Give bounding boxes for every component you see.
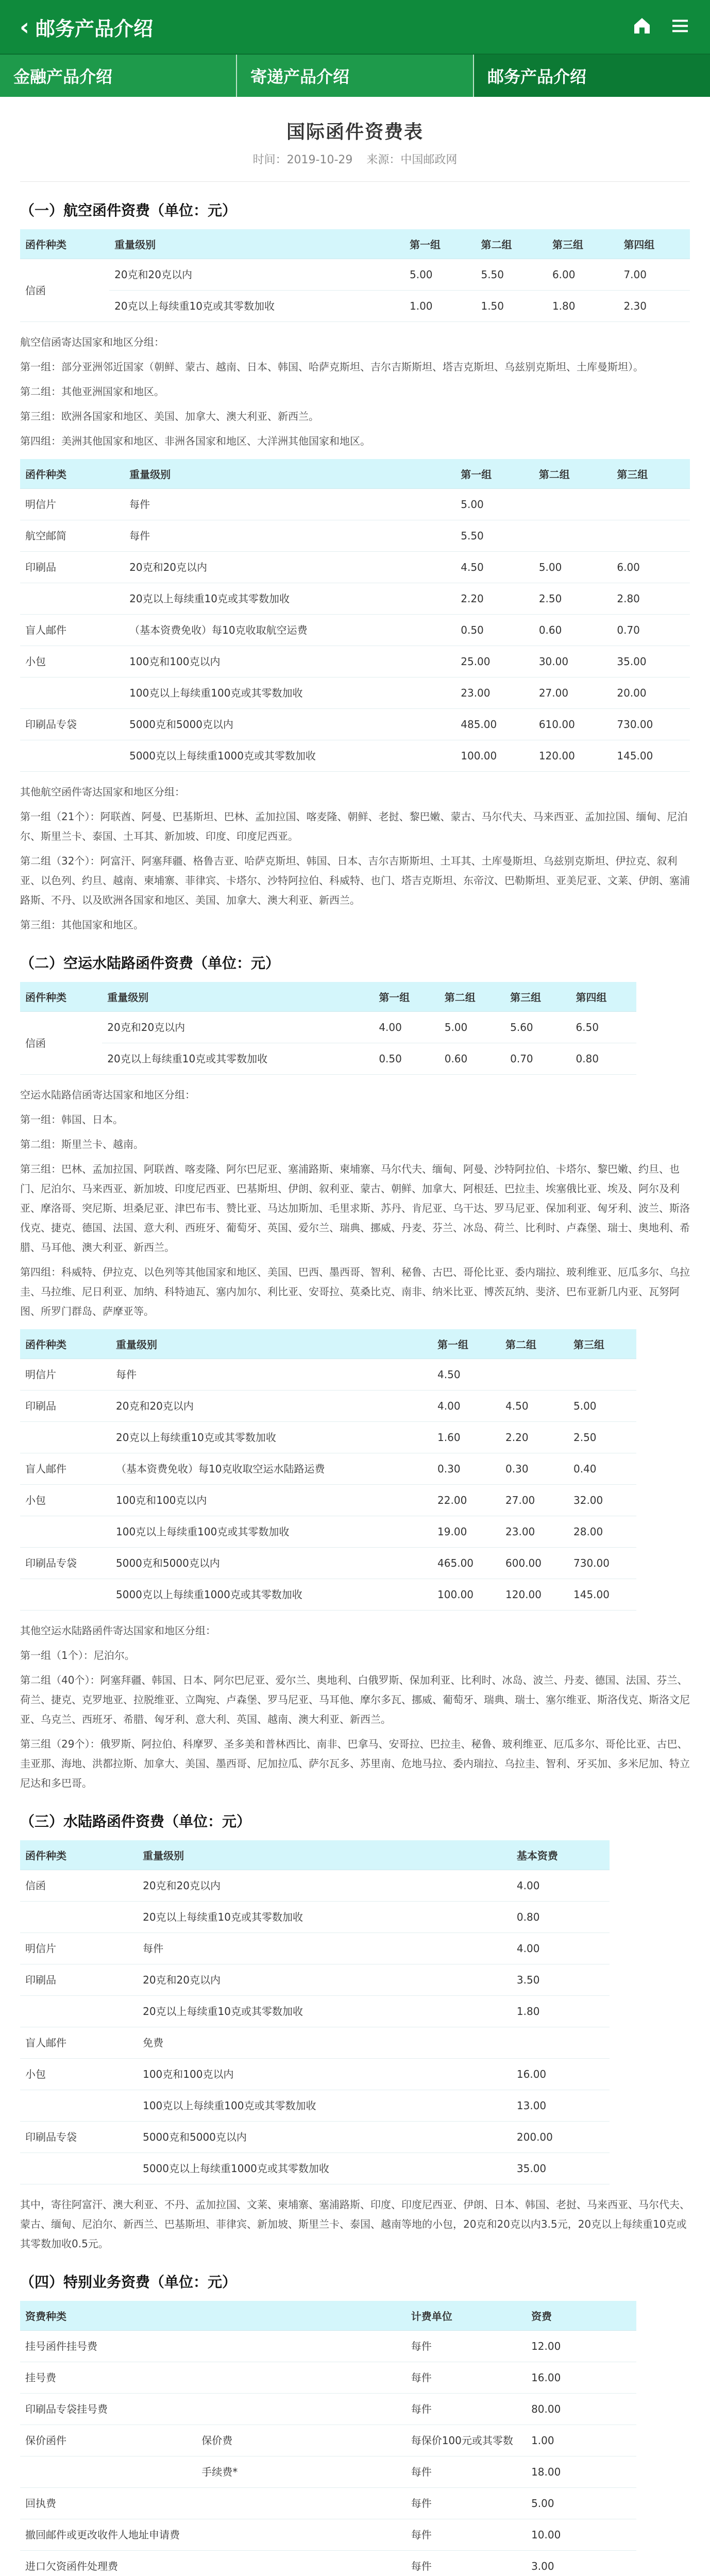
table-cell: 5.00 [439, 1012, 505, 1043]
table-row [20, 583, 690, 615]
table-cell: 印刷品 [20, 1964, 138, 1996]
table-cell: 35.00 [512, 2153, 610, 2184]
tab-postal-products[interactable]: 邮务产品介绍 [474, 55, 710, 97]
table-cell: 2.80 [612, 583, 690, 615]
table-cell [20, 583, 124, 615]
table-row [20, 2027, 610, 2059]
column-header: 第二组 [500, 1329, 568, 1359]
table-cell: 730.00 [612, 709, 690, 740]
table-cell: 32.00 [568, 1485, 636, 1516]
table-row [20, 2362, 636, 2394]
column-header: 第一组 [432, 1329, 500, 1359]
table-cell: 0.40 [568, 1453, 636, 1485]
table-row [20, 1870, 610, 1902]
note: 第二组（32个）：阿富汗、阿塞拜疆、格鲁吉亚、哈萨克斯坦、韩国、日本、吉尔吉斯斯坦、土耳其、土库曼斯坦、乌兹别克斯坦、伊拉克、叙利亚、以色列、约旦、越南、柬埔寨、菲律宾、卡塔尔、沙特阿拉伯、科威特、也门、塔吉克斯坦、东帝汶、巴勒斯坦、亚美尼亚、文莱、伊朗、塞浦路斯、不丹、以及欧洲各国家和地区、美国、加拿大、澳大利亚、新西兰。 [20, 855, 690, 906]
table-cell [20, 2456, 196, 2488]
table-cell: 1.50 [476, 291, 547, 322]
table-cell: 16.00 [526, 2362, 636, 2394]
table-cell [534, 489, 612, 520]
table-cell: 每件 [406, 2551, 526, 2576]
column-header: 资费种类 [20, 2301, 196, 2331]
table-cell: 0.50 [374, 1043, 439, 1075]
table-cell: 5.50 [476, 259, 547, 291]
table-cell: 3.50 [512, 1964, 610, 1996]
table-cell [512, 2027, 610, 2059]
table-cell: 5000克和5000克以内 [124, 709, 455, 740]
table-cell: 挂号函件挂号费 [20, 2331, 196, 2362]
table-cell: 进口欠资函件处理费 [20, 2551, 196, 2576]
table-cell: 印刷品专袋 [20, 1548, 111, 1579]
table-cell [20, 2090, 138, 2122]
section-heading-surface: （三）水陆路函件资费（单位：元） [20, 1813, 251, 1830]
table-cell: 1.80 [547, 291, 618, 322]
table-cell: 5.50 [455, 520, 534, 552]
column-header: 重量级别 [111, 1329, 432, 1359]
table-cell: 12.00 [526, 2331, 636, 2362]
table-cell: 2.50 [534, 583, 612, 615]
table-row [20, 1964, 610, 1996]
table-cell [196, 2331, 405, 2362]
table-cell [196, 2488, 405, 2519]
column-header: 第四组 [618, 229, 690, 259]
table-row [20, 2331, 636, 2362]
table-cell: 明信片 [20, 1359, 111, 1391]
table-cell: 30.00 [534, 646, 612, 677]
table-row [20, 2090, 610, 2122]
article [20, 117, 690, 2576]
table-cell: 明信片 [20, 1933, 138, 1964]
table-cell: 保价函件 [20, 2425, 196, 2456]
table-row [20, 2519, 636, 2551]
table-cell: 印刷品 [20, 1391, 111, 1422]
table-cell: 13.00 [512, 2090, 610, 2122]
table-cell: 4.00 [512, 1870, 610, 1902]
table-cell: 4.00 [512, 1933, 610, 1964]
table-cell: 7.00 [618, 259, 690, 291]
table-cell: 18.00 [526, 2456, 636, 2488]
column-header: 第三组 [505, 982, 570, 1012]
table-cell: 挂号费 [20, 2362, 196, 2394]
note: 第一组（1个）：尼泊尔。 [20, 1649, 135, 1662]
table-cell: 23.00 [455, 677, 534, 709]
table-cell: 0.60 [439, 1043, 505, 1075]
table-cell: 3.00 [526, 2551, 636, 2576]
column-header: 第一组 [455, 459, 534, 489]
table-cell: 0.80 [571, 1043, 636, 1075]
table-cell: 印刷品专袋 [20, 709, 124, 740]
table-cell: 485.00 [455, 709, 534, 740]
table-cell [20, 2153, 138, 2184]
table-row [20, 259, 690, 291]
column-header: 基本资费 [512, 1840, 610, 1870]
table-cell: 0.80 [512, 1902, 610, 1933]
table-cell: 信函 [20, 1870, 138, 1902]
table-cell: 10.00 [526, 2519, 636, 2551]
column-header: 计费单位 [406, 2301, 526, 2331]
table-cell: 撤回邮件或更改收件人地址申请费 [20, 2519, 196, 2551]
table-cell: 20.00 [612, 677, 690, 709]
table-cell: 100克和100克以内 [111, 1485, 432, 1516]
table-cell: 0.60 [534, 615, 612, 646]
table-header-row [20, 229, 690, 259]
table-header-row [20, 2301, 636, 2331]
table-row [20, 520, 690, 552]
table-row [20, 1422, 636, 1453]
table-cell: 小包 [20, 2059, 138, 2090]
table-cell: 1.00 [526, 2425, 636, 2456]
column-header: 第一组 [374, 982, 439, 1012]
table-cell: 4.00 [432, 1391, 500, 1422]
table-cell: 4.00 [374, 1012, 439, 1043]
table-cell: 每件 [111, 1359, 432, 1391]
table-cell: 730.00 [568, 1548, 636, 1579]
table-cell: 20克以上每续重10克或其零数加收 [138, 1996, 512, 2027]
table-cell: 27.00 [534, 677, 612, 709]
tab-finance-products[interactable]: 金融产品介绍 [0, 55, 237, 97]
table-cell: 6.00 [612, 552, 690, 583]
table-cell: 5000克以上每续重1000克或其零数加收 [124, 740, 455, 772]
table-cell: 1.00 [404, 291, 476, 322]
table-cell: 每件 [406, 2362, 526, 2394]
article-title: 国际函件资费表 [286, 122, 424, 143]
chevron-left-icon[interactable]: ‹ [20, 13, 29, 41]
table-cell: 4.50 [500, 1391, 568, 1422]
table-row [20, 2153, 610, 2184]
table-cell: 盲人邮件 [20, 1453, 111, 1485]
table-header-row [20, 459, 690, 489]
table-cell: 6.50 [571, 1012, 636, 1043]
note: 第一组（21个）：阿联酋、阿曼、巴基斯坦、巴林、孟加拉国、喀麦隆、朝鲜、老挝、黎巴嫩、蒙古、马尔代夫、马来西亚、孟加拉国、缅甸、尼泊尔、斯里兰卡、泰国、土耳其、新加坡、印度、印度尼西亚。 [20, 810, 688, 842]
table-cell: 5000克以上每续重1000克或其零数加收 [138, 2153, 512, 2184]
table-row [20, 646, 690, 677]
table-cell: 120.00 [534, 740, 612, 772]
column-header: 第二组 [534, 459, 612, 489]
note: 第四组：科威特、伊拉克、以色列等其他国家和地区、美国、巴西、墨西哥、智利、秘鲁、古巴、哥伦比亚、委内瑞拉、玻利维亚、厄瓜多尔、乌拉圭、马拉维、尼日利亚、加纳、科特迪瓦、塞内加尔、利比亚、安哥拉、莫桑比克、南非、纳米比亚、博茨瓦纳、斐济、巴布亚新几内亚、瓦努阿图、所罗门群岛、萨摩亚等。 [20, 1266, 690, 1317]
table-row [20, 2551, 636, 2576]
table-cell: 20克和20克以内 [102, 1012, 374, 1043]
table-cell: 20克以上每续重10克或其零数加收 [138, 1902, 512, 1933]
table-cell: 20克和20克以内 [124, 552, 455, 583]
table-cell: 每件 [124, 489, 455, 520]
table-row [20, 1516, 636, 1548]
note: 第一组：部分亚洲邻近国家（朝鲜、蒙古、越南、日本、韩国、哈萨克斯坦、吉尔吉斯斯坦、塔吉克斯坦、乌兹别克斯坦、土库曼斯坦）。 [20, 361, 644, 373]
table-cell: 20克和20克以内 [111, 1391, 432, 1422]
table-row [20, 1043, 636, 1075]
table-cell: 每件 [406, 2488, 526, 2519]
table-cell: 20克和20克以内 [138, 1870, 512, 1902]
surface-rate-table [20, 1840, 610, 2184]
note: 第三组：其他国家和地区。 [20, 919, 144, 931]
sal-other-rate-table [20, 1329, 636, 1611]
table-cell [20, 677, 124, 709]
table-cell: 2.20 [500, 1422, 568, 1453]
table-cell: 5000克和5000克以内 [111, 1548, 432, 1579]
table-cell: 100.00 [432, 1579, 500, 1611]
table-cell: 20克以上每续重10克或其零数加收 [102, 1043, 374, 1075]
table-cell: 回执费 [20, 2488, 196, 2519]
table-row [20, 1359, 636, 1391]
top-app-bar [0, 0, 710, 54]
note: 第三组：巴林、孟加拉国、阿联酋、喀麦隆、阿尔巴尼亚、塞浦路斯、柬埔寨、马尔代夫、缅甸、阿曼、沙特阿拉伯、卡塔尔、黎巴嫩、约旦、也门、尼泊尔、马来西亚、新加坡、印度尼西亚、巴基斯坦、伊朗、叙利亚、蒙古、朝鲜、加拿大、阿根廷、巴拉圭、埃塞俄比亚、埃及、阿尔及利亚、摩洛哥、突尼斯、坦桑尼亚、津巴布韦、赞比亚、马达加斯加、毛里求斯、苏丹、肯尼亚、乌干达、罗马尼亚、保加利亚、匈牙利、波兰、斯洛伐克、捷克、德国、法国、意大利、西班牙、葡萄牙、英国、爱尔兰、瑞典、挪威、丹麦、芬兰、冰岛、荷兰、比利时、卢森堡、瑞士、奥地利、希腊、马耳他、澳大利亚、新西兰。 [20, 1163, 690, 1253]
table-cell: 1.80 [512, 1996, 610, 2027]
table-cell: 每件 [406, 2456, 526, 2488]
table-cell: 5.00 [568, 1391, 636, 1422]
table-cell: 20克以上每续重10克或其零数加收 [109, 291, 404, 322]
column-header [196, 2301, 405, 2331]
table-row [20, 1933, 610, 1964]
table-cell: 20克以上每续重10克或其零数加收 [124, 583, 455, 615]
table-cell: 印刷品专袋 [20, 2122, 138, 2153]
table-cell [612, 489, 690, 520]
table-cell: 2.50 [568, 1422, 636, 1453]
table-cell: 免费 [138, 2027, 512, 2059]
table-row [20, 2059, 610, 2090]
table-cell: （基本资费免收）每10克收取航空运费 [124, 615, 455, 646]
table-cell: 每件 [124, 520, 455, 552]
table-cell [20, 740, 124, 772]
table-cell: 小包 [20, 646, 124, 677]
table-cell: 每件 [138, 1933, 512, 1964]
table-cell: 盲人邮件 [20, 2027, 138, 2059]
section-heading-air: （一）航空函件资费（单位：元） [20, 202, 237, 219]
note: 第四组：美洲其他国家和地区、非洲各国家和地区、大洋洲其他国家和地区。 [20, 435, 370, 447]
table-cell: 5.00 [404, 259, 476, 291]
table-cell: 手续费* [196, 2456, 405, 2488]
column-header: 重量级别 [138, 1840, 512, 1870]
table-cell: 每保价100元或其零数 [406, 2425, 526, 2456]
table-cell: 每件 [406, 2519, 526, 2551]
table-cell [20, 1422, 111, 1453]
table-row [20, 1548, 636, 1579]
column-header: 第三组 [547, 229, 618, 259]
table-row [20, 2122, 610, 2153]
table-cell: 6.00 [547, 259, 618, 291]
table-cell: 100克和100克以内 [124, 646, 455, 677]
table-row [20, 2456, 636, 2488]
note: 第二组：其他亚洲国家和地区。 [20, 385, 164, 398]
note: 空运水陆路信函寄达国家和地区分组： [20, 1089, 195, 1101]
table-row [20, 1902, 610, 1933]
sal-letter-rate-table [20, 982, 636, 1075]
table-cell: 5.60 [505, 1012, 570, 1043]
table-cell: 0.30 [432, 1453, 500, 1485]
table-cell: 120.00 [500, 1579, 568, 1611]
table-row [20, 677, 690, 709]
table-cell: 100.00 [455, 740, 534, 772]
table-cell [612, 520, 690, 552]
column-header: 重量级别 [102, 982, 374, 1012]
table-cell: 16.00 [512, 2059, 610, 2090]
table-cell: 信函 [20, 259, 109, 322]
home-icon[interactable] [632, 15, 652, 36]
article-meta [20, 151, 690, 182]
column-header: 第三组 [568, 1329, 636, 1359]
table-cell: 100克和100克以内 [138, 2059, 512, 2090]
table-cell: 2.20 [455, 583, 534, 615]
table-cell: 2.30 [618, 291, 690, 322]
table-cell [534, 520, 612, 552]
table-cell: 100克以上每续重100克或其零数加收 [111, 1516, 432, 1548]
note: 航空信函寄达国家和地区分组： [20, 336, 164, 348]
table-row [20, 291, 690, 322]
table-row [20, 1391, 636, 1422]
table-cell: 每件 [406, 2394, 526, 2425]
table-cell: 5000克以上每续重1000克或其零数加收 [111, 1579, 432, 1611]
note: 第二组（40个）：阿塞拜疆、韩国、日本、阿尔巴尼亚、爱尔兰、奥地利、白俄罗斯、保加利亚、比利时、冰岛、波兰、丹麦、德国、法国、芬兰、荷兰、捷克、克罗地亚、拉脱维亚、立陶宛、卢森堡、罗马尼亚、马耳他、摩尔多瓦、挪威、葡萄牙、瑞典、瑞士、塞尔维亚、斯洛伐克、斯洛文尼亚、乌克兰、西班牙、希腊、匈牙利、意大利、英国、越南、澳大利亚、新西兰。 [20, 1674, 690, 1725]
table-cell [196, 2551, 405, 2576]
special-service-rate-table [20, 2301, 636, 2576]
table-cell: 小包 [20, 1485, 111, 1516]
table-row [20, 1485, 636, 1516]
table-row [20, 2488, 636, 2519]
column-header: 函件种类 [20, 1329, 111, 1359]
note: 其中，寄往阿富汗、澳大利亚、不丹、孟加拉国、文莱、柬埔寨、塞浦路斯、印度、印度尼西亚、伊朗、日本、韩国、老挝、马来西亚、马尔代夫、蒙古、缅甸、尼泊尔、新西兰、巴基斯坦、菲律宾、新加坡、斯里兰卡、泰国、越南等地的小包，20克和20克以内3.5元，20克以上每续重10克或其零数加收0.5元。 [20, 2198, 690, 2250]
tab-delivery-products[interactable]: 寄递产品介绍 [237, 55, 474, 97]
table-cell [20, 1579, 111, 1611]
column-header: 第四组 [571, 982, 636, 1012]
table-cell: 盲人邮件 [20, 615, 124, 646]
table-cell: 每件 [406, 2331, 526, 2362]
table-cell: 145.00 [568, 1579, 636, 1611]
table-cell: 4.50 [455, 552, 534, 583]
menu-icon[interactable] [670, 15, 690, 36]
column-header: 第一组 [404, 229, 476, 259]
note: 第一组：韩国、日本。 [20, 1113, 123, 1126]
table-cell: 0.70 [505, 1043, 570, 1075]
air-other-rate-table [20, 459, 690, 772]
page-title: 邮务产品介绍 [35, 17, 153, 40]
table-header-row [20, 1840, 610, 1870]
table-cell: 200.00 [512, 2122, 610, 2153]
column-header: 资费 [526, 2301, 636, 2331]
table-cell: 28.00 [568, 1516, 636, 1548]
table-row [20, 1453, 636, 1485]
table-cell: 100克以上每续重100克或其零数加收 [124, 677, 455, 709]
air-letter-rate-table [20, 229, 690, 322]
section-heading-sal: （二）空运水陆路函件资费（单位：元） [20, 955, 280, 972]
table-cell [196, 2519, 405, 2551]
table-cell: 印刷品 [20, 552, 124, 583]
table-cell: 0.70 [612, 615, 690, 646]
table-cell: 465.00 [432, 1548, 500, 1579]
table-cell: 19.00 [432, 1516, 500, 1548]
table-cell: 610.00 [534, 709, 612, 740]
table-row [20, 1996, 610, 2027]
column-header: 函件种类 [20, 982, 102, 1012]
article-source: 来源：中国邮政网 [366, 154, 458, 166]
table-cell: 0.50 [455, 615, 534, 646]
table-row [20, 615, 690, 646]
table-cell: 4.50 [432, 1359, 500, 1391]
column-header: 函件种类 [20, 459, 124, 489]
table-cell: 5.00 [534, 552, 612, 583]
table-cell: 航空邮简 [20, 520, 124, 552]
table-cell: 100克以上每续重100克或其零数加收 [138, 2090, 512, 2122]
column-header: 函件种类 [20, 1840, 138, 1870]
table-cell: 27.00 [500, 1485, 568, 1516]
table-cell: 35.00 [612, 646, 690, 677]
table-cell: 20克和20克以内 [109, 259, 404, 291]
column-header: 第二组 [439, 982, 505, 1012]
table-cell: 5000克和5000克以内 [138, 2122, 512, 2153]
table-cell: 保价费 [196, 2425, 405, 2456]
column-header: 第三组 [612, 459, 690, 489]
table-cell: 印刷品专袋挂号费 [20, 2394, 196, 2425]
table-row [20, 2425, 636, 2456]
table-cell: 5.00 [526, 2488, 636, 2519]
column-header: 第二组 [476, 229, 547, 259]
note: 其他空运水陆路函件寄达国家和地区分组： [20, 1624, 216, 1637]
note: 第三组（29个）：俄罗斯、阿拉伯、科摩罗、圣多美和普林西比、南非、巴拿马、安哥拉、巴拉圭、秘鲁、玻利维亚、厄瓜多尔、哥伦比亚、古巴、圭亚那、海地、洪都拉斯、加拿大、美国、墨西哥、尼加拉瓜、萨尔瓦多、苏里南、危地马拉、委内瑞拉、乌拉圭、智利、牙买加、多米尼加、特立尼达和多巴哥。 [20, 1738, 690, 1789]
publish-time: 时间：2019-10-29 [252, 154, 353, 166]
table-row [20, 709, 690, 740]
table-cell [20, 1902, 138, 1933]
table-cell: 23.00 [500, 1516, 568, 1548]
table-row [20, 552, 690, 583]
column-header: 重量级别 [124, 459, 455, 489]
table-cell: 80.00 [526, 2394, 636, 2425]
table-cell: 600.00 [500, 1548, 568, 1579]
table-cell: 145.00 [612, 740, 690, 772]
table-row [20, 1579, 636, 1611]
table-cell: （基本资费免收）每10克收取空运水陆路运费 [111, 1453, 432, 1485]
table-cell: 25.00 [455, 646, 534, 677]
column-header: 重量级别 [109, 229, 404, 259]
table-cell [20, 1996, 138, 2027]
category-tabs [0, 54, 710, 97]
table-row [20, 740, 690, 772]
column-header: 函件种类 [20, 229, 109, 259]
table-cell [500, 1359, 568, 1391]
table-cell: 20克和20克以内 [138, 1964, 512, 1996]
table-cell [196, 2394, 405, 2425]
table-cell: 5.00 [455, 489, 534, 520]
note: 第三组：欧洲各国家和地区、美国、加拿大、澳大利亚、新西兰。 [20, 410, 319, 422]
table-cell: 22.00 [432, 1485, 500, 1516]
table-cell: 明信片 [20, 489, 124, 520]
table-row [20, 489, 690, 520]
table-header-row [20, 982, 636, 1012]
note: 第二组：斯里兰卡、越南。 [20, 1138, 144, 1150]
table-row [20, 2394, 636, 2425]
table-cell: 20克以上每续重10克或其零数加收 [111, 1422, 432, 1453]
table-cell [196, 2362, 405, 2394]
note: 其他航空函件寄达国家和地区分组： [20, 786, 185, 798]
table-cell [20, 1516, 111, 1548]
table-header-row [20, 1329, 636, 1359]
table-cell [568, 1359, 636, 1391]
table-cell: 0.30 [500, 1453, 568, 1485]
table-row [20, 1012, 636, 1043]
section-heading-special: （四）特别业务资费（单位：元） [20, 2274, 237, 2291]
table-cell: 信函 [20, 1012, 102, 1075]
table-cell: 1.60 [432, 1422, 500, 1453]
